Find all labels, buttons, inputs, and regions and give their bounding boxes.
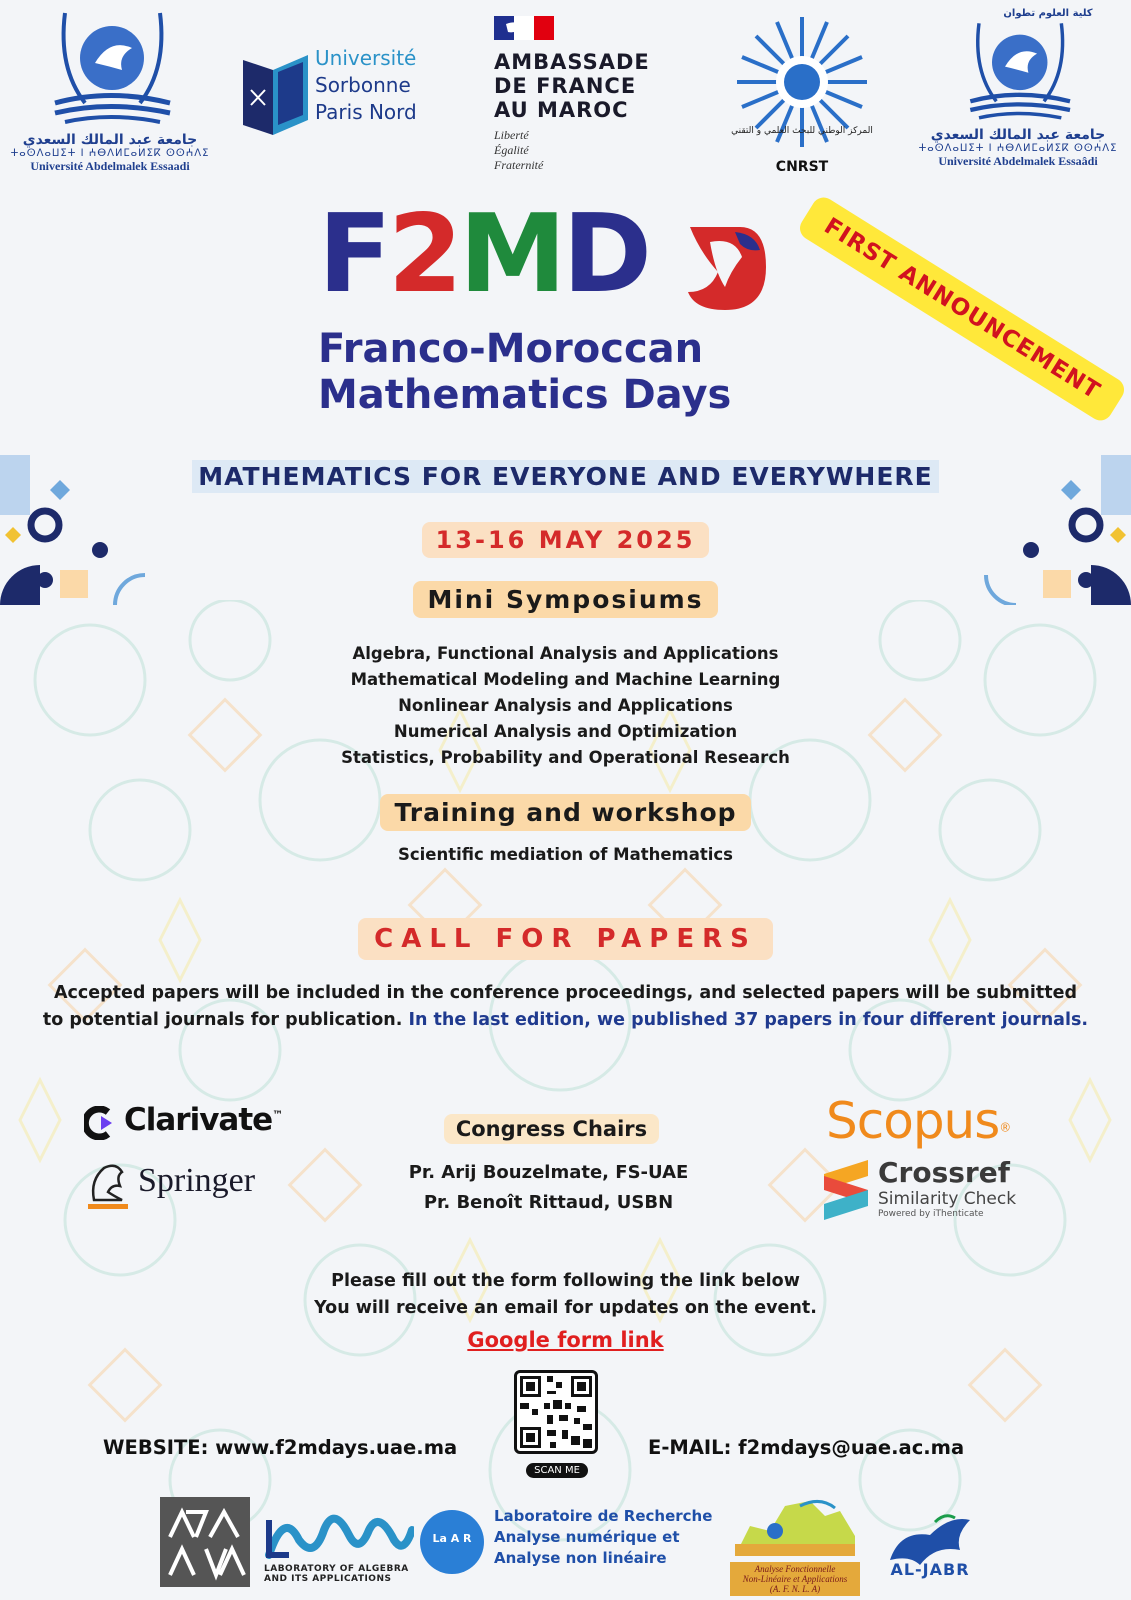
f2md-letter-f: F (318, 192, 388, 317)
cfp-text-part1: Accepted papers will be included in the conference proceedings, and selected papers will be submitted (53, 983, 1078, 1003)
chair-person: Pr. Arij Bouzelmate, FS-UAE (408, 1162, 689, 1183)
usp-book-icon (243, 50, 313, 135)
training-heading: Training and workshop (380, 794, 750, 831)
ambassade-line1: AMBASSADE (494, 50, 650, 74)
usp-line1: Université (315, 46, 417, 70)
cnrst-label: CNRST (775, 159, 829, 175)
marianne-flag-icon (494, 16, 554, 40)
website-label: WEBSITE: www.f2mdays.uae.ma (103, 1436, 458, 1459)
logo-ambassade (494, 16, 654, 173)
subtitle: MATHEMATICS FOR EVERYONE AND EVERYWHERE (192, 460, 938, 493)
title-line1: Franco-Moroccan (318, 326, 704, 372)
laa-wave-icon (264, 1510, 414, 1560)
chairs-list (0, 1158, 1131, 1218)
scopus-label: Scopus (826, 1092, 1000, 1150)
chair-person: Pr. Benoît Rittaud, USBN (423, 1192, 674, 1213)
crossref-label: Crossref (878, 1156, 1010, 1189)
clarivate-tm: ™ (272, 1108, 283, 1122)
clarivate-text: Clarivate (124, 1102, 273, 1138)
laa-caption2: AND ITS APPLICATIONS (264, 1574, 392, 1584)
uae-right-arabic-top: كلية العلوم تطوان (1003, 8, 1093, 19)
training-heading-wrap (0, 794, 1131, 831)
logo-uae-left (10, 8, 210, 174)
laa-box-logo-icon (160, 1497, 250, 1587)
ambassade-motto3: Fraternité (494, 158, 544, 172)
afnla-line2: Non-Linéaire et Applications (742, 1574, 848, 1584)
logo-cnrst (722, 12, 882, 182)
f2md-letter-d: D (562, 192, 649, 317)
lanar-badge (420, 1510, 484, 1574)
laa-caption1: LABORATORY OF ALGEBRA (264, 1564, 409, 1574)
google-form-link[interactable]: Google form link (467, 1328, 664, 1352)
first-announcement-badge: FIRST ANNOUNCEMENT (795, 193, 1128, 425)
ambassade-line3: AU MAROC (494, 98, 629, 122)
date-wrap (0, 522, 1131, 558)
mini-symposiums-heading-wrap (0, 581, 1131, 618)
crossref-powered: Powered by iThenticate (878, 1209, 984, 1219)
registration-line1: Please fill out the form following the link below (331, 1271, 800, 1291)
logo-uae-right (918, 8, 1118, 169)
logo-laa (264, 1510, 414, 1584)
title-line2: Mathematics Days (318, 372, 732, 418)
cfp-heading: CALL FOR PAPERS (358, 918, 773, 960)
form-link-wrap (0, 1328, 1131, 1352)
f2md-letter-m: M (458, 192, 563, 317)
topic-item: Nonlinear Analysis and Applications (398, 696, 733, 715)
lanar-text (494, 1506, 712, 1569)
ambassade-motto2: Égalité (494, 143, 529, 157)
crossref-sub: Similarity Check (878, 1189, 1017, 1209)
cnrst-arabic: المركز الوطني للبحث العلمي و التقني (731, 126, 873, 136)
usp-line3: Paris Nord (315, 100, 417, 124)
ambassade-line2: DE FRANCE (494, 74, 637, 98)
cfp-text-part2: to potential journals for publication. (42, 1010, 403, 1030)
topic-item: Statistics, Probability and Operational Research (341, 748, 790, 767)
uae-left-french: Université Abdelmalek Essaadi (30, 159, 190, 173)
event-date: 13-16 MAY 2025 (422, 522, 710, 558)
title-block (318, 326, 731, 418)
uae-emblem-right-icon (918, 19, 1118, 123)
training-item: Scientific mediation of Mathematics (397, 845, 734, 864)
lab-line1: Laboratoire de Recherche (494, 1507, 713, 1525)
uae-right-arabic: جامعة عبد المالك السعدي (930, 127, 1106, 143)
uae-emblem-icon (10, 8, 210, 128)
uae-left-tifinagh: ⵜⴰⵙⴷⴰⵡⵉⵜ ⵏ ⵄⴱⴷⵍⵎⴰⵍⵉⴽ ⵙⵙⵄⴷⵉ (10, 148, 210, 159)
aljabr-label: AL-JABR (890, 1560, 970, 1579)
topic-item: Algebra, Functional Analysis and Applications (352, 644, 779, 663)
scan-me-badge: SCAN ME (526, 1463, 588, 1478)
cfp-text (30, 980, 1101, 1034)
uae-left-arabic: جامعة عبد المالك السعدي (22, 132, 198, 148)
mini-symposiums-heading: Mini Symposiums (413, 581, 717, 618)
logo-afnla (730, 1496, 860, 1596)
lab-line2: Analyse numérique et (494, 1528, 680, 1546)
chairs-heading: Congress Chairs (444, 1114, 659, 1144)
uae-right-tifinagh: ⵜⴰⵙⴷⴰⵡⵉⵜ ⵏ ⵄⴱⴷⵍⵎⴰⵍⵉⴽ ⵙⵙⵄⴷⵉ (918, 143, 1118, 154)
topics-list (0, 641, 1131, 771)
qr-code-icon (517, 1373, 595, 1451)
cnrst-sun-icon (722, 12, 882, 162)
topic-item: Mathematical Modeling and Machine Learning (350, 670, 781, 689)
usp-line2: Sorbonne (315, 73, 411, 97)
registration-text (0, 1268, 1131, 1322)
springer-label: Springer (138, 1162, 256, 1199)
dove-icon (680, 222, 766, 312)
cfp-text-part3: In the last edition, we published 37 papers in four different journals. (408, 1010, 1089, 1030)
subtitle-wrap (0, 462, 1131, 491)
lanar-badge-text: La A R (432, 1532, 472, 1545)
uae-right-french: Université Abdelmalek Essaâdi (938, 154, 1098, 168)
lab-line3: Analyse non linéaire (494, 1549, 667, 1567)
afnla-line1: Analyse Fonctionnelle (754, 1564, 836, 1574)
f2md-logo (318, 192, 649, 317)
scan-me-wrap (514, 1458, 600, 1477)
scopus-reg: ® (999, 1120, 1012, 1135)
ambassade-motto1: Liberté (494, 128, 529, 142)
logo-aljabr (880, 1510, 980, 1590)
qr-code[interactable] (514, 1370, 598, 1454)
f2md-letter-2: 2 (387, 192, 459, 317)
email-label: E-MAIL: f2mdays@uae.ac.ma (648, 1436, 965, 1459)
cfp-heading-wrap (0, 918, 1131, 960)
afnla-map-icon (730, 1496, 860, 1558)
chairs-heading-wrap (0, 1114, 1131, 1144)
topic-item: Numerical Analysis and Optimization (393, 722, 738, 741)
registration-line2: You will receive an email for updates on the event. (314, 1298, 817, 1318)
afnla-line3: (A. F. N. L. A) (769, 1584, 821, 1594)
